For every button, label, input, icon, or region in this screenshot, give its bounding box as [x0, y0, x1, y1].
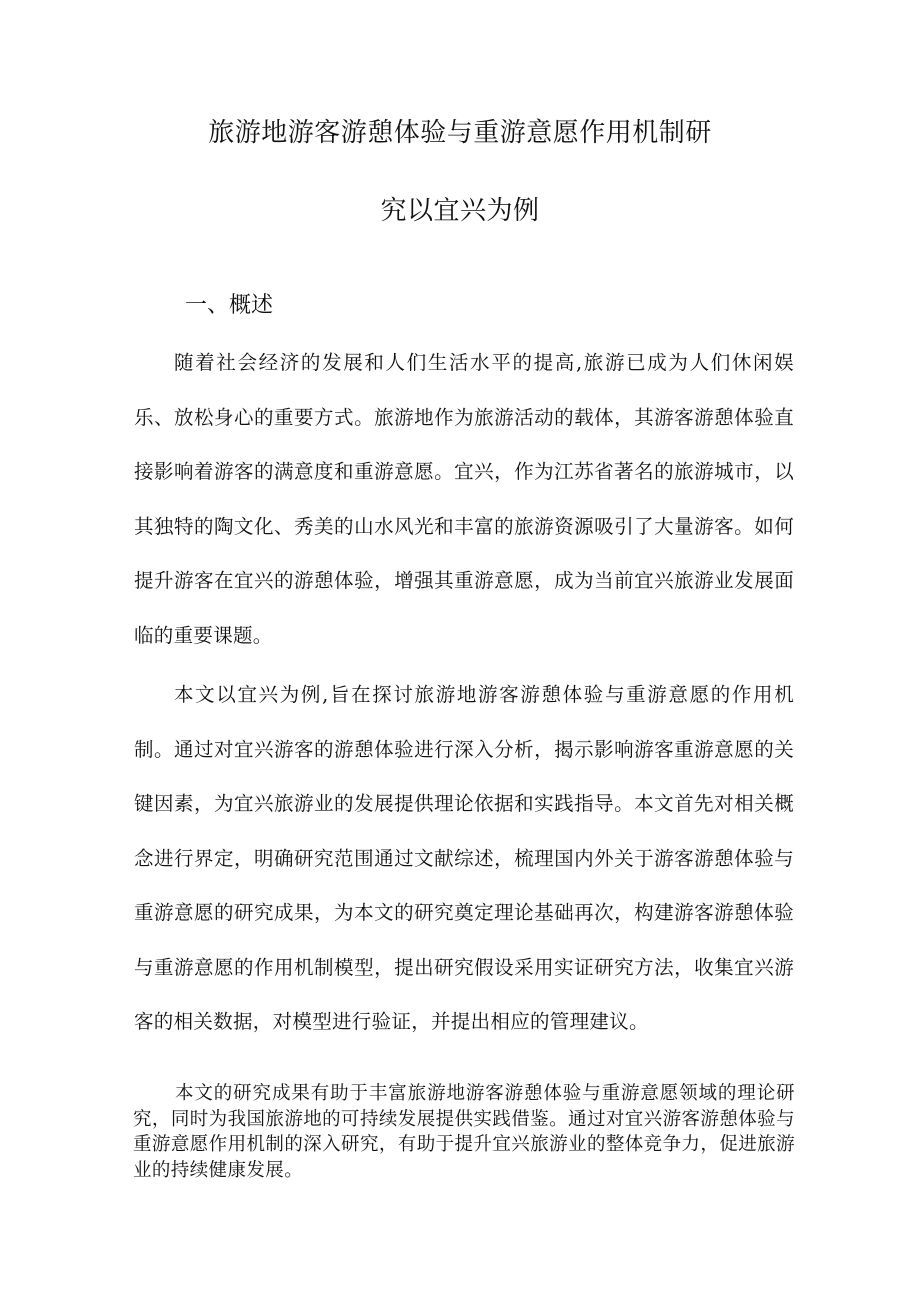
body-paragraph-3: 本文的研究成果有助于丰富旅游地游客游憩体验与重游意愿领域的理论研究，同时为我国旅游地的可持续发展提供实践借鉴。通过对宜兴游客游憩体验与重游意愿作用机制的深入研究，有助于提升宜兴旅游业的整体竞争力，促进旅游业的持续健康发展。: [133, 1083, 795, 1181]
document-title-line-1: 旅游地游客游憩体验与重游意愿作用机制研: [208, 118, 712, 148]
section-heading: 一、概述: [185, 293, 274, 318]
body-paragraph-2: 本文以宜兴为例,旨在探讨旅游地游客游憩体验与重游意愿的作用机制。通过对宜兴游客的游憩体验进行深入分析，揭示影响游客重游意愿的关键因素，为宜兴旅游业的发展提供理论依据和实践指导。本文首先对相关概念进行界定，明确研究范围通过文献综述，梳理国内外关于游客游憩体验与重游意愿的研究成果，为本文的研究奠定理论基础再次，构建游客游憩体验与重游意愿的作用机制模型，提出研究假设采用实证研究方法，收集宜兴游客的相关数据，对模型进行验证，并提出相应的管理建议。: [134, 683, 794, 1033]
body-paragraph-1: 随着社会经济的发展和人们生活水平的提高,旅游已成为人们休闲娱乐、放松身心的重要方式。旅游地作为旅游活动的载体，其游客游憩体验直接影响着游客的满意度和重游意愿。宜兴，作为江苏省著名的旅游城市，以其独特的陶文化、秀美的山水风光和丰富的旅游资源吸引了大量游客。如何提升游客在宜兴的游憩体验，增强其重游意愿，成为当前宜兴旅游业发展面临的重要课题。: [134, 351, 794, 647]
document-title-line-2: 究以宜兴为例: [380, 196, 540, 226]
